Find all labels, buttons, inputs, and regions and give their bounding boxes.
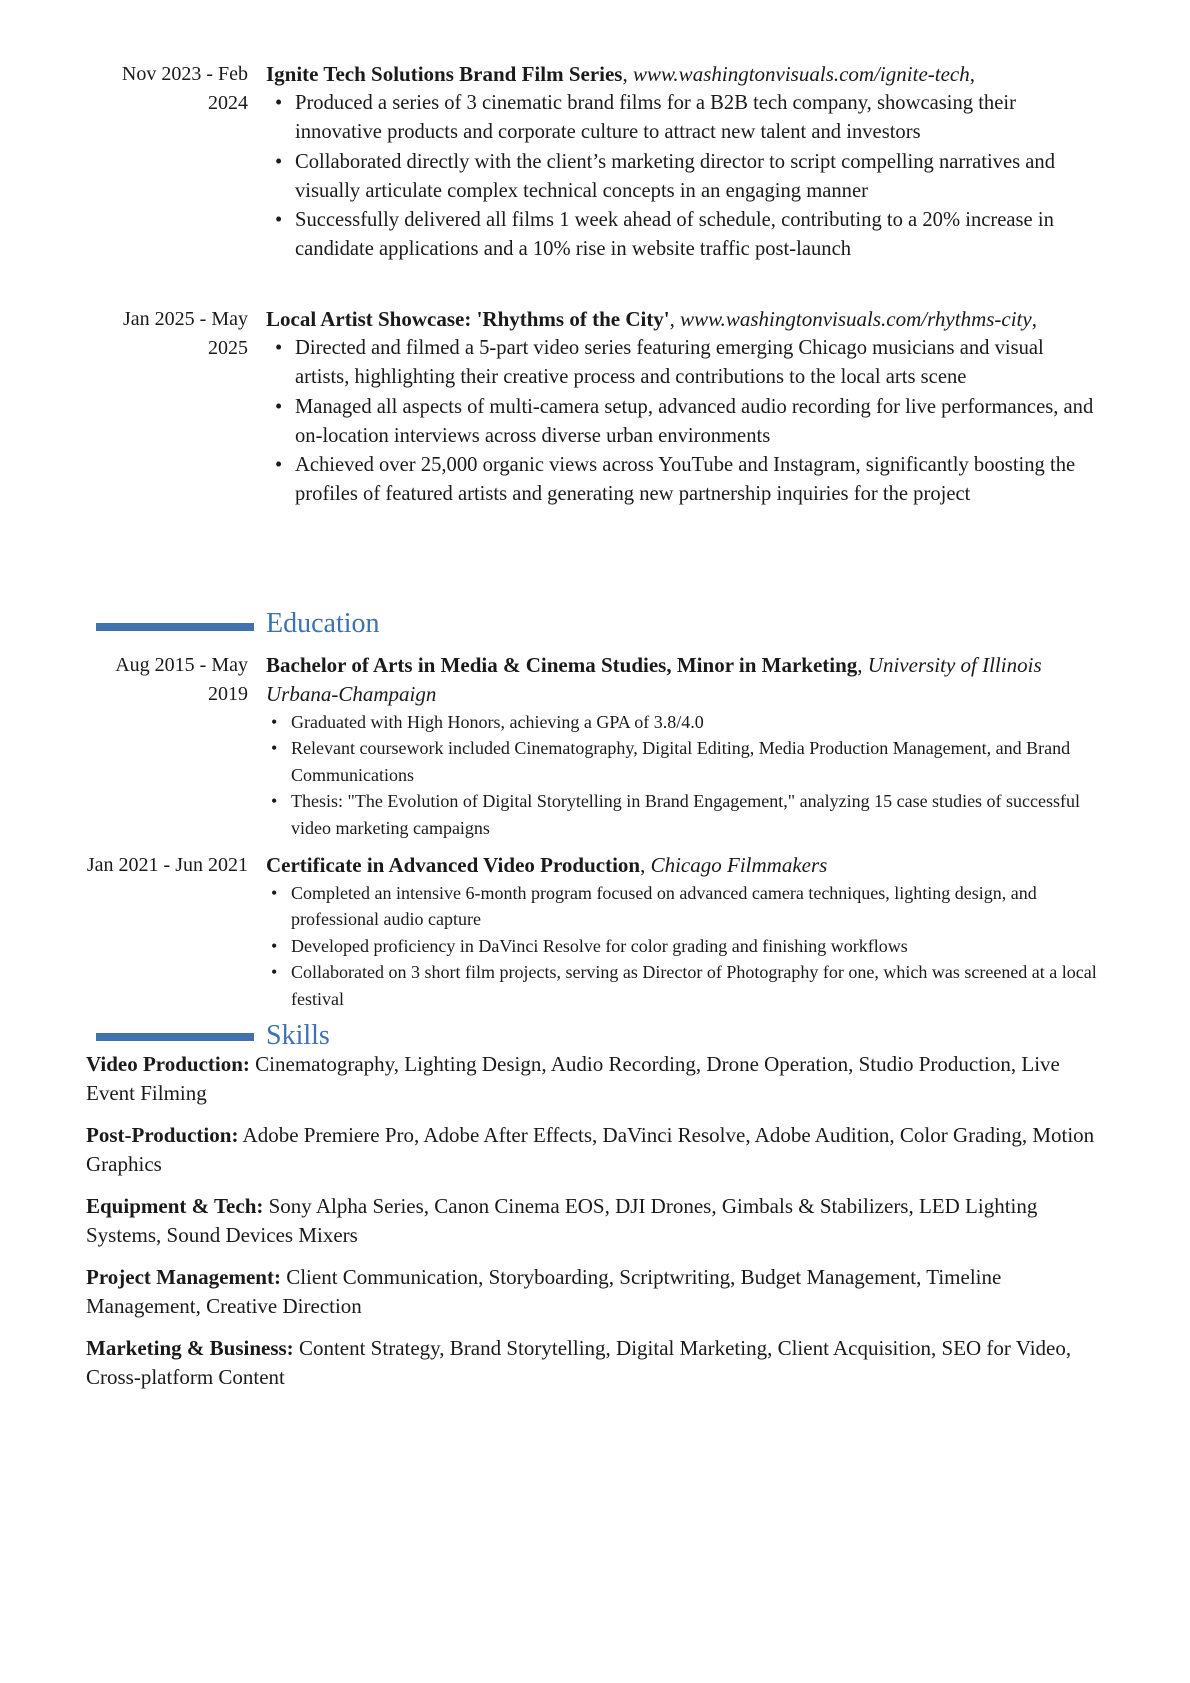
education-bullets — [266, 709, 1102, 841]
project-body — [266, 60, 1102, 265]
list-item: • Thesis: "The Evolution of Digital Storytelling in Brand Engagement," analyzing 15 case studies of successful video marketing campaigns — [266, 788, 1102, 841]
list-item: • Graduated with High Honors, achieving a GPA of 3.8/4.0 — [266, 709, 1102, 735]
education-date: Jan 2021 - Jun 2021 — [86, 854, 248, 876]
list-item: • Successfully delivered all films 1 week ahead of schedule, contributing to a 20% increase in candidate applications and a 10% rise in website traffic post-launch — [266, 206, 1102, 265]
skill-category: Marketing & Business: — [86, 1336, 294, 1360]
institution-name: University of Illinois Urbana-Champaign — [266, 653, 1042, 706]
skill-row — [86, 1121, 1106, 1179]
skill-row — [86, 1050, 1106, 1108]
project-heading: Ignite Tech Solutions Brand Film Series, www.washingtonvisuals.com/ignite-tech, — [266, 62, 975, 86]
education-heading: Certificate in Advanced Video Production, Chicago Filmmakers — [266, 853, 828, 877]
skill-category: Equipment & Tech: — [86, 1194, 264, 1218]
section-title: Skills — [266, 1020, 330, 1051]
skills-list — [86, 1050, 1106, 1405]
degree-title: Certificate in Advanced Video Production — [266, 853, 641, 877]
skill-items: Sony Alpha Series, Canon Cinema EOS, DJI Drones, Gimbals & Stabilizers, LED Lighting Systems, Sound Devices Mixers — [86, 1194, 1038, 1247]
skill-items: Cinematography, Lighting Design, Audio Recording, Drone Operation, Studio Production, Live Event Filming — [86, 1052, 1060, 1105]
skill-items: Content Strategy, Brand Storytelling, Digital Marketing, Client Acquisition, SEO for Video, Cross-platform Content — [86, 1336, 1072, 1389]
project-link[interactable]: www.washingtonvisuals.com/ignite-tech — [632, 62, 970, 86]
project-heading: Local Artist Showcase: 'Rhythms of the City', www.washingtonvisuals.com/rhythms-city, — [266, 307, 1037, 331]
skill-row — [86, 1263, 1106, 1321]
list-item: • Directed and filmed a 5-part video series featuring emerging Chicago musicians and visual artists, highlighting their creative process and contributions to the local arts scene — [266, 334, 1102, 393]
education-bullets — [266, 880, 1102, 1012]
project-date: Jan 2025 - May 2025 — [123, 308, 248, 359]
project-bullets — [266, 89, 1102, 265]
project-bullets — [266, 334, 1102, 510]
skill-row — [86, 1192, 1106, 1250]
project-title: Ignite Tech Solutions Brand Film Series — [266, 62, 623, 86]
list-item: • Completed an intensive 6-month program focused on advanced camera techniques, lighting design, and professional audio capture — [266, 880, 1102, 933]
list-item: • Achieved over 25,000 organic views across YouTube and Instagram, significantly boosting the profiles of featured artists and generating new partnership inquiries for the project — [266, 451, 1102, 510]
degree-title: Bachelor of Arts in Media & Cinema Studies, Minor in Marketing — [266, 653, 858, 677]
list-item: • Developed proficiency in DaVinci Resolve for color grading and finishing workflows — [266, 933, 1102, 959]
skill-category: Post-Production: — [86, 1123, 239, 1147]
education-section-header — [0, 607, 1190, 647]
education-date: Aug 2015 - May 2019 — [115, 654, 248, 705]
education-body — [266, 851, 1102, 1012]
skill-row — [86, 1334, 1106, 1392]
skill-category: Video Production: — [86, 1052, 250, 1076]
list-item: • Collaborated directly with the client’s marketing director to script compelling narratives and visually articulate complex technical concepts in an engaging manner — [266, 148, 1102, 207]
project-date: Nov 2023 - Feb 2024 — [121, 63, 248, 114]
list-item: • Managed all aspects of multi-camera setup, advanced audio recording for live performances, and on-location interviews across diverse urban environments — [266, 393, 1102, 452]
skill-category: Project Management: — [86, 1265, 281, 1289]
section-accent-bar — [96, 623, 254, 631]
project-body — [266, 305, 1102, 510]
list-item: • Collaborated on 3 short film projects, serving as Director of Photography for one, which was screened at a local festival — [266, 959, 1102, 1012]
list-item: • Relevant coursework included Cinematography, Digital Editing, Media Production Management, and Brand Communications — [266, 735, 1102, 788]
education-heading: Bachelor of Arts in Media & Cinema Studies, Minor in Marketing, University of Illinois Urbana-Champaign — [266, 653, 1042, 706]
education-body — [266, 651, 1102, 841]
list-item: • Produced a series of 3 cinematic brand films for a B2B tech company, showcasing their innovative products and corporate culture to attract new talent and investors — [266, 89, 1102, 148]
project-link[interactable]: www.washingtonvisuals.com/rhythms-city — [680, 307, 1032, 331]
institution-name: Chicago Filmmakers — [650, 853, 828, 877]
project-title: Local Artist Showcase: 'Rhythms of the City' — [266, 307, 670, 331]
skill-items: Adobe Premiere Pro, Adobe After Effects, DaVinci Resolve, Adobe Audition, Color Grading, Motion Graphics — [86, 1123, 1095, 1176]
skill-items: Client Communication, Storyboarding, Scriptwriting, Budget Management, Timeline Management, Creative Direction — [86, 1265, 1002, 1318]
section-title: Education — [266, 608, 380, 639]
section-accent-bar — [96, 1033, 254, 1041]
